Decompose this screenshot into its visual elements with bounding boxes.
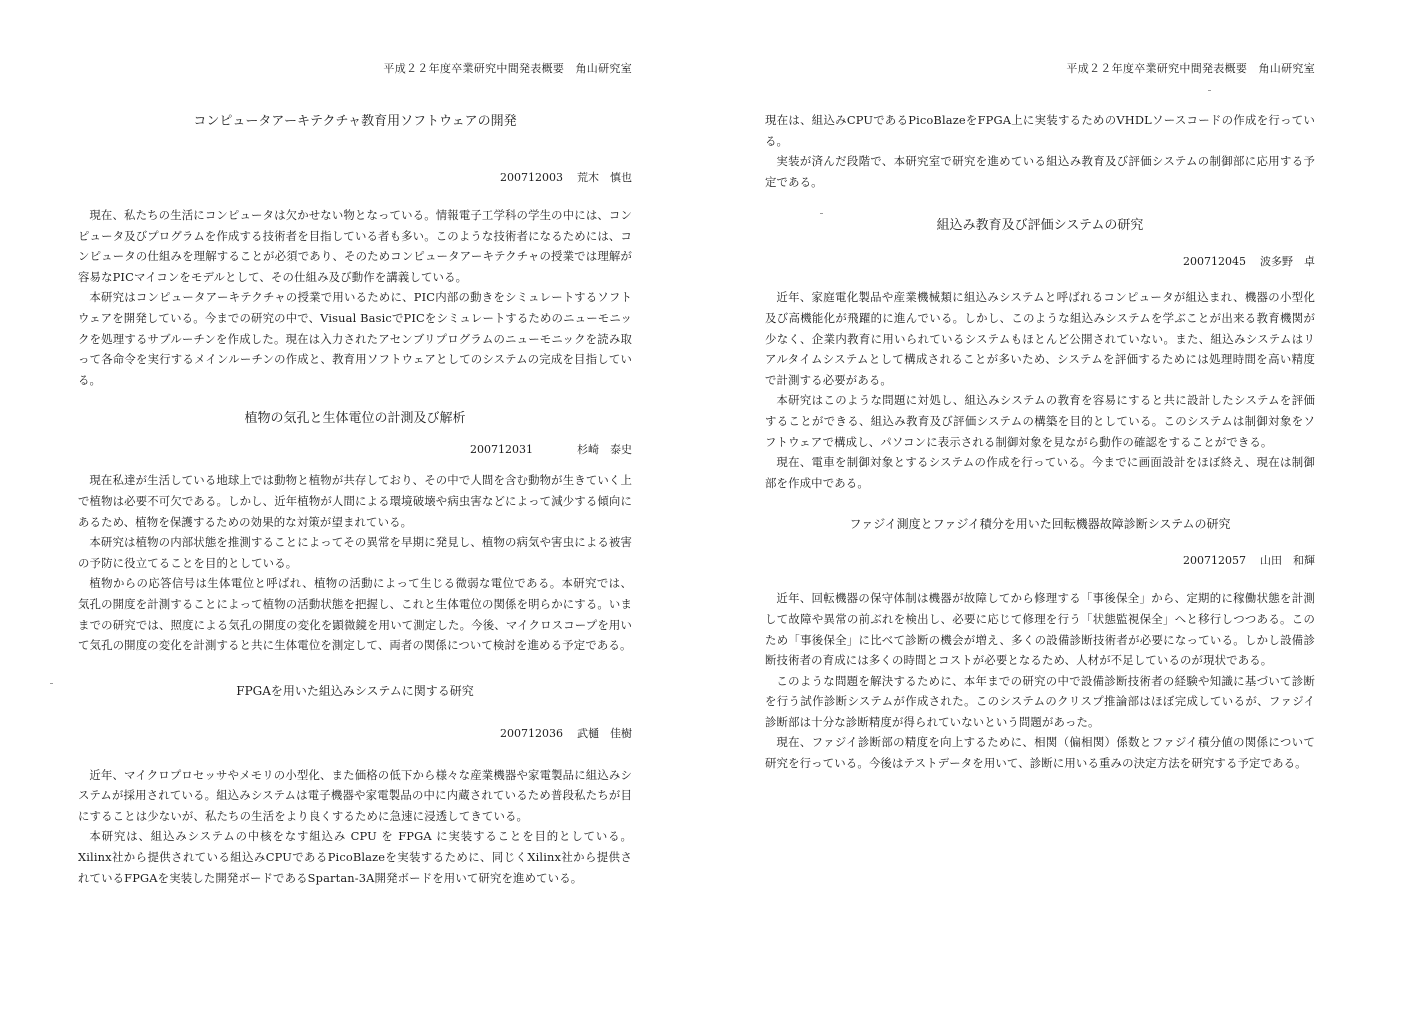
paragraph: 現在私達が生活している地球上では動物と植物が共存しており、その中で人間を含む動物が生きていく上で植物は必要不可欠である。しかし、近年植物が人間による環境破壊や病虫害などによって減少する傾向にあるため、植物を保護するための効果的な対策が望まれている。	[78, 473, 632, 529]
author-name: 荒木 慎也	[577, 171, 632, 184]
right-page	[765, 0, 1315, 1020]
student-id: 200712003	[500, 171, 563, 184]
scan-speck	[50, 683, 53, 684]
paragraph: 実装が済んだ段階で、本研究室で研究を進めている組込み教育及び評価システムの制御部に応用する予定である。	[765, 154, 1315, 189]
paragraph: 近年、マイクロプロセッサやメモリの小型化、また価格の低下から様々な産業機器や家電製品に組込みシステムが採用されている。組込みシステムは電子機器や家電製品の中に内蔵されているため普段私たちが目にすることは少ないが、私たちの生活をより良くするために急速に浸透してきている。	[78, 767, 632, 823]
left-page	[78, 0, 632, 1020]
paragraph: 現在、私たちの生活にコンピュータは欠かせない物となっている。情報電子工学科の学生の中には、コンピュータ及びプログラムを作成する技術者を目指している者も多い。このような技術者になるためには、コンピュータの仕組みを理解することが必須であり、そのためコンピュータアーキテクチャの授業では理解が容易なPICマイコンをモデルとして、その仕組み及び動作を講義している。	[78, 208, 632, 284]
paragraph: 近年、家庭電化製品や産業機械類に組込みシステムと呼ばれるコンピュータが組込まれ、機器の小型化及び高機能化が飛躍的に進んでいる。しかし、このような組込みシステムを学ぶことが出来る教育機関が少なく、企業内教育に用いられているシステムもほとんど公開されていない。また、組込みシステムはリアルタイムシステムとして構成されることが多いため、システムを評価するためには処理時間を高い精度で計測する必要がある。	[765, 290, 1315, 387]
student-id: 200712045	[1183, 255, 1246, 269]
author-line	[78, 441, 632, 457]
author-name: 山田 和輝	[1260, 554, 1315, 568]
student-id: 200712057	[1183, 554, 1246, 568]
paragraph: 本研究はこのような問題に対処し、組込みシステムの教育を容易にすると共に設計したシステムを評価することができる、組込み教育及び評価システムの構築を目的としている。このシステムは制御対象をソフトウェアで構成し、パソコンに表示される制御対象を見ながら動作の確認をすることができる。	[765, 393, 1315, 449]
section-body	[78, 205, 632, 390]
author-line	[78, 725, 632, 741]
section-body	[78, 765, 632, 889]
section-title: ファジイ測度とファジイ積分を用いた回転機器故障診断システムの研究	[849, 517, 1231, 532]
section-body	[765, 588, 1315, 773]
paragraph: 現在、電車を制御対象とするシステムの作成を行っている。今までに画面設計をほぼ終え、現在は制御部を作成中である。	[765, 455, 1315, 490]
paragraph: 近年、回転機器の保守体制は機器が故障してから修理する「事後保全」から、定期的に稼働状態を計測して故障や異常の前ぶれを検出し、必要に応じて修理を行う「状態監視保全」へと移行しつつある。このため「事後保全」に比べて診断の機会が増え、多くの設備診断技術者が必要になっている。しかし設備診断技術者の育成には多くの時間とコストが必要となるため、人材が不足しているのが現状である。	[765, 591, 1315, 668]
section-embedded-education	[765, 214, 1315, 493]
fpga-continuation	[765, 110, 1315, 192]
paragraph: 本研究は植物の内部状態を推測することによってその異常を早期に発見し、植物の病気や害虫による被害の予防に役立てることを目的としている。	[78, 535, 632, 570]
author-line	[78, 169, 632, 185]
section-fuzzy-diagnosis	[765, 515, 1315, 773]
page-header: 平成２２年度卒業研究中間発表概要 角山研究室	[383, 62, 632, 75]
author-name: 武樋 佳樹	[577, 726, 632, 740]
page-header: 平成２２年度卒業研究中間発表概要 角山研究室	[1066, 62, 1315, 75]
paragraph: 本研究は、組込みシステムの中核をなす組込み CPU を FPGA に実装することを目的としている。Xilinx社から提供されている組込みCPUであるPicoBlazeを実装するために、同じくXilinx社から提供されているFPGAを実装した開発ボードであるSpartan-3A開発ボードを用いて研究を進めている。	[78, 829, 632, 885]
author-line	[765, 552, 1315, 568]
scan-speck	[820, 213, 823, 214]
section-title: 植物の気孔と生体電位の計測及び解析	[244, 411, 466, 427]
paragraph: 植物からの応答信号は生体電位と呼ばれ、植物の活動によって生じる微弱な電位である。本研究では、気孔の開度を計測することによって植物の活動状態を把握し、これと生体電位の関係を明らかにする。いままでの研究では、照度による気孔の開度の変化を顕微鏡を用いて測定した。今後、マイクロスコープを用いて気孔の開度の変化を計測すると共に生体電位を測定して、両者の関係について検討を進める予定である。	[78, 576, 632, 653]
section-title: 組込み教育及び評価システムの研究	[936, 218, 1144, 234]
section-body	[78, 470, 632, 655]
left-page-content	[78, 110, 632, 888]
paragraph: 現在、ファジイ診断部の精度を向上するために、相関（偏相関）係数とファジイ積分値の関係について研究を行っている。今後はテストデータを用いて、診断に用いる重みの決定方法を研究する予定である。	[765, 735, 1315, 771]
paragraph: 現在は、組込みCPUであるPicoBlazeをFPGA上に実装するためのVHDLソースコードの作成を行っている。	[765, 113, 1315, 148]
author-name: 波多野 卓	[1260, 255, 1315, 269]
student-id: 200712031	[470, 443, 533, 457]
right-page-content	[765, 110, 1315, 774]
paragraph: 本研究はコンピュータアーキテクチャの授業で用いるために、PIC内部の動きをシミュレートするソフトウェアを開発している。今までの研究の中で、Visual BasicでPICをシミュレートするためのニューモニックを処理するサブルーチンを作成した。現在は入力されたアセンブリプログラムのニューモニックを読み取って各命令を実行するメインルーチンの作成と、教育用ソフトウェアとしてのシステムの完成を目指している。	[78, 290, 632, 387]
scan-speck	[1208, 90, 1211, 91]
section-fpga	[78, 682, 632, 889]
author-name: 杉崎 泰史	[577, 443, 632, 457]
section-title: コンピュータアーキテクチャ教育用ソフトウェアの開発	[193, 114, 517, 129]
section-title: FPGAを用いた組込みシステムに関する研究	[236, 683, 474, 698]
section-architecture	[78, 110, 632, 390]
paragraph: このような問題を解決するために、本年までの研究の中で設備診断技術者の経験や知識に基づいて診断を行う試作診断システムが作成された。このシステムのクリスプ推論部はほぼ完成しているが、ファジイ診断部は十分な診断精度が得られていないという問題があった。	[765, 673, 1315, 729]
section-plant	[78, 407, 632, 655]
author-line	[765, 253, 1315, 269]
student-id: 200712036	[500, 726, 563, 740]
section-body	[765, 287, 1315, 493]
